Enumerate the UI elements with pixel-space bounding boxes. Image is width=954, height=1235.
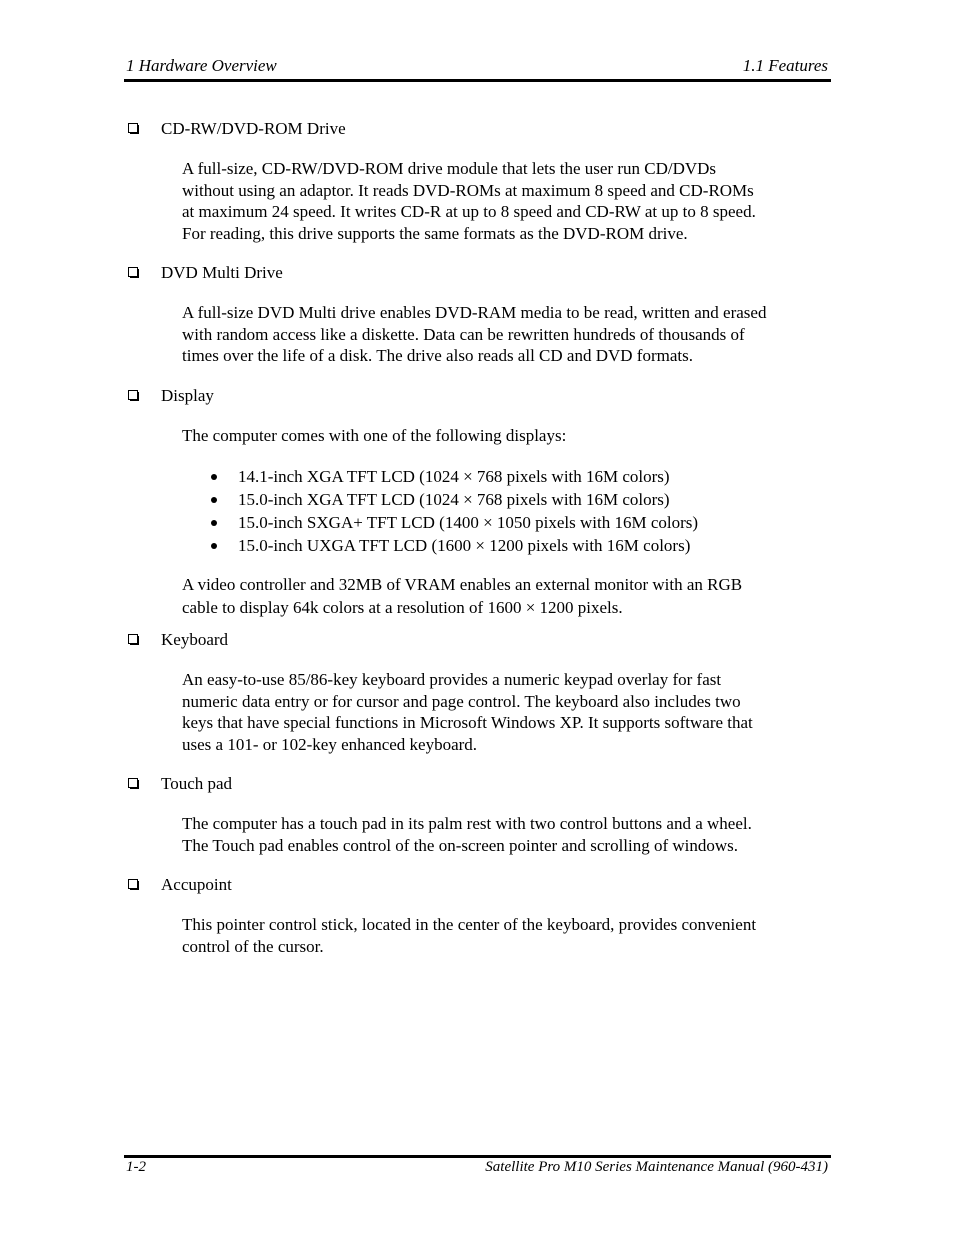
bullet-dot-icon [211,543,217,549]
list-item [182,534,836,557]
paragraph-line: For reading, this drive supports the same formats as the DVD-ROM drive. [182,223,688,243]
header-chapter: 1 Hardware Overview [126,56,277,75]
list-item [182,488,836,511]
section-title-text: Keyboard [161,630,229,649]
header-section: 1.1 Features [742,56,828,75]
paragraph-line: The computer comes with one of the following displays: [182,425,567,445]
section-dvdmulti-paragraph [182,302,836,367]
page-header [126,56,828,78]
section-cdrw-paragraph [182,158,836,244]
checkbox-bullet-icon [128,123,138,133]
section-keyboard-paragraph [182,669,836,755]
list-item-text: 15.0-inch UXGA TFT LCD (1600 × 1200 pixels with 16M colors) [238,536,691,555]
list-item-text: 15.0-inch XGA TFT LCD (1024 × 768 pixels with 16M colors) [238,490,670,509]
section-title-text: CD-RW/DVD-ROM Drive [161,119,346,138]
checkbox-bullet-icon [128,267,138,277]
paragraph-line: without using an adaptor. It reads DVD-ROMs at maximum 8 speed and CD-ROMs [182,180,754,200]
list-item-text: 14.1-inch XGA TFT LCD (1024 × 768 pixels with 16M colors) [238,467,670,486]
checkbox-bullet-icon [128,879,138,889]
page-body [126,118,836,957]
paragraph-line: An easy-to-use 85/86-key keyboard provides a numeric keypad overlay for fast [182,670,722,689]
section-keyboard-title [126,629,836,651]
bullet-dot-icon [211,520,217,526]
section-dvdmulti-title [126,262,836,284]
section-touchpad-paragraph [182,813,836,856]
list-item-text: 15.0-inch SXGA+ TFT LCD (1400 × 1050 pixels with 16M colors) [238,513,699,532]
manual-title: Satellite Pro M10 Series Maintenance Manual (960-431) [485,1159,828,1175]
header-rule [124,79,831,82]
paragraph-line: numeric data entry or for cursor and page control. The keyboard also includes two [182,691,741,711]
paragraph-line: A video controller and 32MB of VRAM enables an external monitor with an RGB [182,575,743,594]
page-footer [126,1159,828,1179]
paragraph-line: A full-size, CD-RW/DVD-ROM drive module that lets the user run CD/DVDs [182,159,717,178]
paragraph-line: cable to display 64k colors at a resolution of 1600 × 1200 pixels. [182,598,623,617]
footer-rule [124,1155,831,1158]
paragraph-line: control of the cursor. [182,936,324,956]
checkbox-bullet-icon [128,778,138,788]
section-accupoint-paragraph [182,914,836,957]
paragraph-line: at maximum 24 speed. It writes CD-R at up to 8 speed and CD-RW at up to 8 speed. [182,202,756,221]
checkbox-bullet-icon [128,390,138,400]
section-display-title [126,385,836,407]
section-title-text: Touch pad [161,774,233,793]
paragraph-line: This pointer control stick, located in the center of the keyboard, provides convenient [182,915,757,934]
paragraph-line: A full-size DVD Multi drive enables DVD-RAM media to be read, written and erased [182,303,767,322]
paragraph-line: times over the life of a disk. The drive also reads all CD and DVD formats. [182,346,693,365]
paragraph-line: The Touch pad enables control of the on-screen pointer and scrolling of windows. [182,835,739,855]
list-item [182,511,836,534]
checkbox-bullet-icon [128,634,138,644]
page-number: 1-2 [126,1159,146,1175]
section-title-text: Accupoint [161,875,232,894]
bullet-dot-icon [211,497,217,503]
section-title-text: DVD Multi Drive [161,263,283,282]
bullet-dot-icon [211,474,217,480]
section-touchpad-title [126,773,836,795]
display-options-list [182,465,836,557]
section-accupoint-title [126,874,836,896]
paragraph-line: uses a 101- or 102-key enhanced keyboard. [182,734,478,754]
section-title-text: Display [161,385,214,405]
section-cdrw-title [126,118,836,140]
paragraph-line: with random access like a diskette. Data can be rewritten hundreds of thousands of [182,324,745,344]
section-display-intro [182,425,836,447]
paragraph-line: keys that have special functions in Microsoft Windows XP. It supports software that [182,713,753,732]
section-display-paragraph [182,573,836,619]
paragraph-line: The computer has a touch pad in its palm rest with two control buttons and a wheel. [182,814,752,833]
list-item [182,465,836,488]
